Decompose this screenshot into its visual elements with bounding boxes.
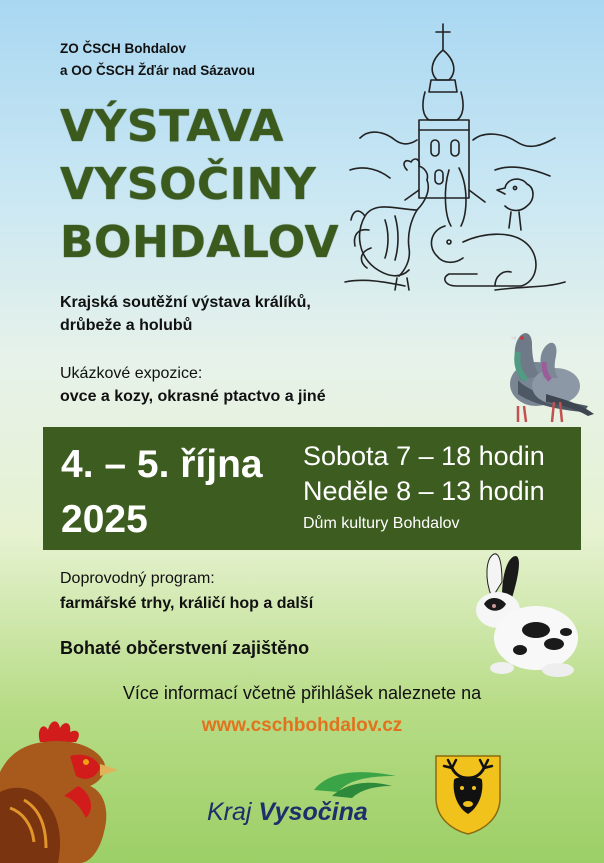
exhibits-label: Ukázkové expozice:	[60, 365, 203, 382]
title-line-1: VÝSTAVA	[60, 101, 284, 152]
title-line-3: BOHDALOV	[60, 217, 340, 268]
sunday-hours: Neděle 8 – 13 hodin	[303, 476, 545, 506]
saturday-hours: Sobota 7 – 18 hodin	[303, 441, 545, 471]
event-date-line-2: 2025	[61, 498, 148, 541]
program-label: Doprovodný program:	[60, 570, 215, 587]
rooster-photo-icon	[0, 712, 140, 863]
venue: Dům kultury Bohdalov	[303, 515, 460, 532]
refreshments-note: Bohaté občerstvení zajištěno	[60, 638, 310, 658]
region-logo-word-2: Vysočina	[258, 798, 368, 826]
subtitle-line-2: drůbeže a holubů	[60, 317, 193, 334]
kraj-vysocina-logo-icon	[308, 768, 400, 800]
region-logo-text	[207, 798, 368, 827]
program-value: farmářské trhy, králičí hop a další	[60, 595, 314, 612]
subtitle-line-1: Krajská soutěžní výstava králíků,	[60, 294, 311, 311]
opening-hours	[303, 439, 545, 509]
exhibits-value: ovce a kozy, okrasné ptactvo a jiné	[60, 388, 326, 405]
organizer-line-2: a OO ČSCH Žďár nad Sázavou	[60, 63, 255, 78]
church-rooster-rabbit-sketch-icon	[345, 20, 565, 295]
bohdalov-coat-of-arms-icon	[434, 754, 502, 836]
region-logo-word-1: Kraj	[207, 798, 252, 826]
website-link[interactable]: www.cschbohdalov.cz	[201, 715, 403, 736]
exhibition-subtitle	[60, 291, 311, 337]
title-line-2: VYSOČINY	[60, 159, 317, 210]
organizers	[60, 38, 255, 82]
more-info-text: Více informací včetně přihlášek naleznete na	[122, 683, 482, 703]
event-date	[61, 437, 263, 547]
organizer-line-1: ZO ČSCH Bohdalov	[60, 41, 187, 56]
date-band	[43, 427, 581, 550]
poster-title	[60, 98, 339, 272]
pigeons-photo-icon	[488, 322, 598, 432]
event-date-line-1: 4. – 5. října	[61, 443, 263, 486]
rabbit-photo-icon	[462, 552, 582, 680]
